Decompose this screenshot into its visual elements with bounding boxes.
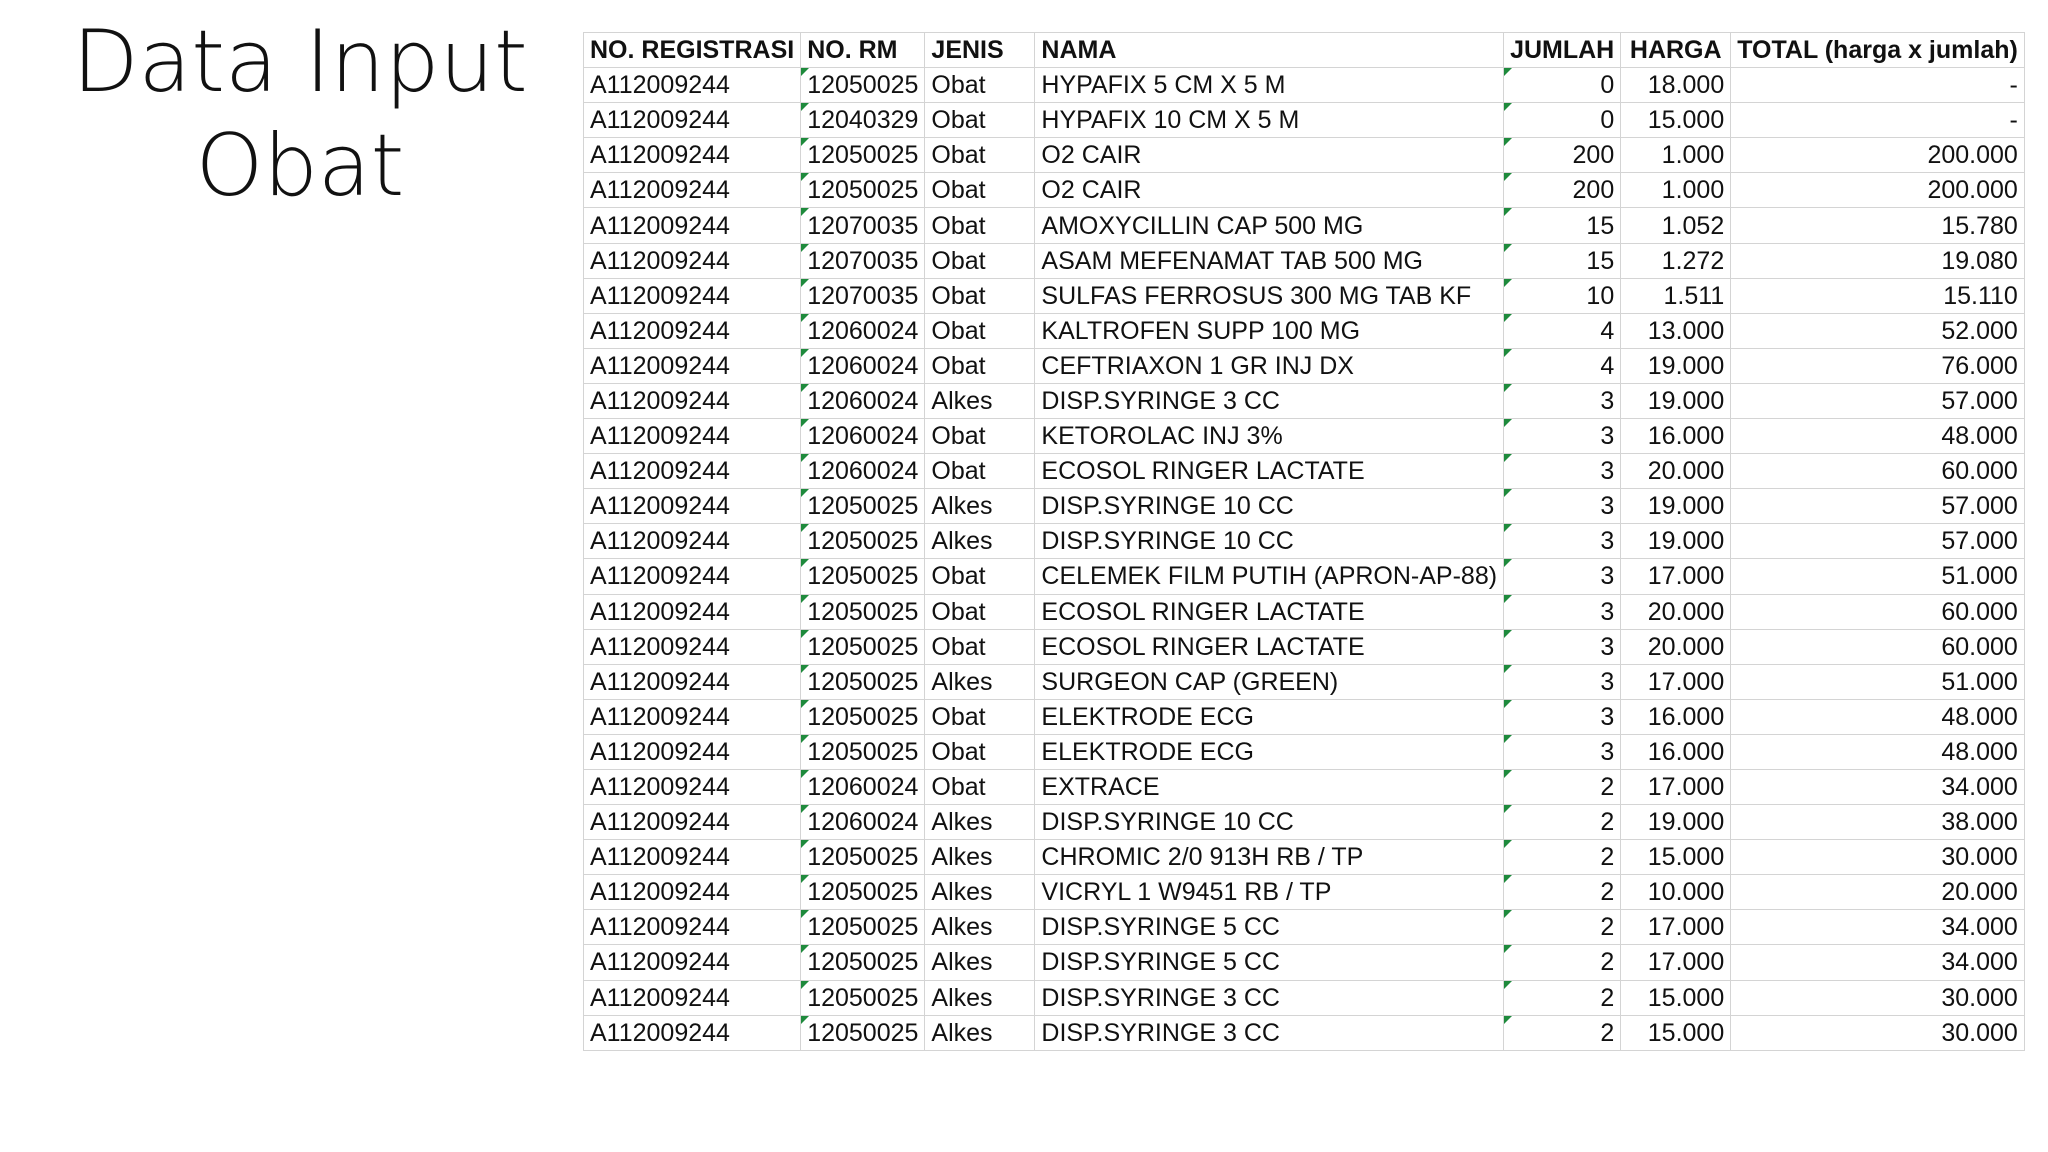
cell-harga[interactable]: 1.272 <box>1621 243 1731 278</box>
cell-no-rm[interactable]: 12050025 <box>801 699 925 734</box>
cell-no-rm[interactable]: 12060024 <box>801 313 925 348</box>
cell-no-rm[interactable]: 12050025 <box>801 68 925 103</box>
cell-nama[interactable]: SURGEON CAP (GREEN) <box>1035 664 1504 699</box>
cell-total[interactable]: 34.000 <box>1731 769 2025 804</box>
cell-no-rm[interactable]: 12060024 <box>801 419 925 454</box>
cell-total[interactable]: 60.000 <box>1731 594 2025 629</box>
cell-no-rm[interactable]: 12070035 <box>801 278 925 313</box>
cell-jenis[interactable]: Alkes <box>925 875 1035 910</box>
cell-nama[interactable]: DISP.SYRINGE 5 CC <box>1035 945 1504 980</box>
cell-nama[interactable]: EXTRACE <box>1035 769 1504 804</box>
cell-total[interactable]: 15.780 <box>1731 208 2025 243</box>
cell-jenis[interactable]: Obat <box>925 454 1035 489</box>
cell-nama[interactable]: ELEKTRODE ECG <box>1035 699 1504 734</box>
cell-jumlah[interactable]: 3 <box>1504 524 1621 559</box>
cell-jumlah[interactable]: 3 <box>1504 734 1621 769</box>
cell-harga[interactable]: 19.000 <box>1621 383 1731 418</box>
cell-total[interactable]: 30.000 <box>1731 1015 2025 1050</box>
table-row <box>584 875 2025 910</box>
cell-harga[interactable]: 18.000 <box>1621 68 1731 103</box>
cell-no-rm[interactable]: 12050025 <box>801 489 925 524</box>
cell-total[interactable]: 19.080 <box>1731 243 2025 278</box>
cell-no-registrasi[interactable]: A112009244 <box>584 945 801 980</box>
cell-jenis[interactable]: Obat <box>925 594 1035 629</box>
cell-no-registrasi[interactable]: A112009244 <box>584 278 801 313</box>
cell-jumlah[interactable]: 2 <box>1504 1015 1621 1050</box>
cell-jumlah[interactable]: 0 <box>1504 103 1621 138</box>
cell-no-rm[interactable]: 12050025 <box>801 138 925 173</box>
cell-total[interactable]: 51.000 <box>1731 664 2025 699</box>
cell-nama[interactable]: DISP.SYRINGE 10 CC <box>1035 805 1504 840</box>
cell-jenis[interactable]: Alkes <box>925 524 1035 559</box>
cell-no-registrasi[interactable]: A112009244 <box>584 454 801 489</box>
cell-nama[interactable]: ECOSOL RINGER LACTATE <box>1035 594 1504 629</box>
cell-nama[interactable]: DISP.SYRINGE 5 CC <box>1035 910 1504 945</box>
table-row <box>584 208 2025 243</box>
cell-no-rm[interactable]: 12050025 <box>801 664 925 699</box>
cell-jumlah[interactable]: 3 <box>1504 454 1621 489</box>
cell-jumlah[interactable]: 3 <box>1504 559 1621 594</box>
cell-jenis[interactable]: Alkes <box>925 805 1035 840</box>
cell-nama[interactable]: DISP.SYRINGE 3 CC <box>1035 980 1504 1015</box>
cell-nama[interactable]: ECOSOL RINGER LACTATE <box>1035 454 1504 489</box>
cell-nama[interactable]: HYPAFIX 10 CM X 5 M <box>1035 103 1504 138</box>
table-row <box>584 594 2025 629</box>
header-row <box>584 33 2025 68</box>
cell-nama[interactable]: HYPAFIX 5 CM X 5 M <box>1035 68 1504 103</box>
cell-jumlah[interactable]: 2 <box>1504 980 1621 1015</box>
cell-no-registrasi[interactable]: A112009244 <box>584 138 801 173</box>
cell-harga[interactable]: 13.000 <box>1621 313 1731 348</box>
cell-total[interactable]: 52.000 <box>1731 313 2025 348</box>
data-table <box>583 32 2025 1051</box>
cell-harga[interactable]: 17.000 <box>1621 910 1731 945</box>
cell-jumlah[interactable]: 4 <box>1504 313 1621 348</box>
cell-no-rm[interactable]: 12070035 <box>801 243 925 278</box>
cell-no-rm[interactable]: 12050025 <box>801 980 925 1015</box>
cell-jenis[interactable]: Obat <box>925 348 1035 383</box>
cell-total[interactable]: 48.000 <box>1731 734 2025 769</box>
cell-harga[interactable]: 1.000 <box>1621 138 1731 173</box>
cell-jumlah[interactable]: 3 <box>1504 699 1621 734</box>
cell-no-rm[interactable]: 12060024 <box>801 348 925 383</box>
cell-harga[interactable]: 19.000 <box>1621 489 1731 524</box>
table-body <box>584 68 2025 1051</box>
cell-no-registrasi[interactable]: A112009244 <box>584 664 801 699</box>
cell-nama[interactable]: ECOSOL RINGER LACTATE <box>1035 629 1504 664</box>
cell-total[interactable]: 20.000 <box>1731 875 2025 910</box>
cell-jumlah[interactable]: 2 <box>1504 945 1621 980</box>
cell-total[interactable]: 48.000 <box>1731 699 2025 734</box>
cell-total[interactable]: 57.000 <box>1731 524 2025 559</box>
cell-jenis[interactable]: Alkes <box>925 840 1035 875</box>
cell-jumlah[interactable]: 15 <box>1504 208 1621 243</box>
cell-no-registrasi[interactable]: A112009244 <box>584 559 801 594</box>
table-row <box>584 68 2025 103</box>
cell-harga[interactable]: 15.000 <box>1621 103 1731 138</box>
cell-harga[interactable]: 20.000 <box>1621 454 1731 489</box>
cell-jenis[interactable]: Obat <box>925 103 1035 138</box>
cell-harga[interactable]: 15.000 <box>1621 840 1731 875</box>
table-row <box>584 489 2025 524</box>
cell-nama[interactable]: O2 CAIR <box>1035 138 1504 173</box>
cell-jenis[interactable]: Alkes <box>925 910 1035 945</box>
cell-jenis[interactable]: Obat <box>925 559 1035 594</box>
table-row <box>584 103 2025 138</box>
cell-no-rm[interactable]: 12040329 <box>801 103 925 138</box>
cell-harga[interactable]: 19.000 <box>1621 805 1731 840</box>
cell-no-rm[interactable]: 12060024 <box>801 805 925 840</box>
cell-no-rm[interactable]: 12070035 <box>801 208 925 243</box>
cell-total[interactable]: 30.000 <box>1731 840 2025 875</box>
cell-jenis[interactable]: Alkes <box>925 489 1035 524</box>
cell-no-registrasi[interactable]: A112009244 <box>584 313 801 348</box>
header-total[interactable]: TOTAL (harga x jumlah) <box>1731 33 2025 68</box>
cell-jenis[interactable]: Obat <box>925 173 1035 208</box>
cell-no-registrasi[interactable]: A112009244 <box>584 734 801 769</box>
cell-jumlah[interactable]: 2 <box>1504 769 1621 804</box>
table-row <box>584 313 2025 348</box>
cell-total[interactable]: 60.000 <box>1731 629 2025 664</box>
cell-total[interactable]: 57.000 <box>1731 383 2025 418</box>
cell-total[interactable]: 200.000 <box>1731 138 2025 173</box>
cell-no-rm[interactable]: 12050025 <box>801 1015 925 1050</box>
cell-no-rm[interactable]: 12050025 <box>801 173 925 208</box>
cell-total[interactable]: 34.000 <box>1731 910 2025 945</box>
cell-jenis[interactable]: Alkes <box>925 664 1035 699</box>
cell-no-rm[interactable]: 12060024 <box>801 383 925 418</box>
cell-harga[interactable]: 17.000 <box>1621 945 1731 980</box>
cell-jenis[interactable]: Obat <box>925 243 1035 278</box>
table-row <box>584 173 2025 208</box>
table-row <box>584 559 2025 594</box>
cell-nama[interactable]: CEFTRIAXON 1 GR INJ DX <box>1035 348 1504 383</box>
cell-no-registrasi[interactable]: A112009244 <box>584 769 801 804</box>
table-row <box>584 664 2025 699</box>
cell-no-registrasi[interactable]: A112009244 <box>584 524 801 559</box>
cell-jenis[interactable]: Obat <box>925 734 1035 769</box>
cell-nama[interactable]: CELEMEK FILM PUTIH (APRON-AP-88) <box>1035 559 1504 594</box>
cell-nama[interactable]: DISP.SYRINGE 3 CC <box>1035 1015 1504 1050</box>
header-jumlah[interactable]: JUMLAH <box>1504 33 1621 68</box>
table-row <box>584 734 2025 769</box>
table-row <box>584 629 2025 664</box>
cell-jenis[interactable]: Obat <box>925 278 1035 313</box>
cell-total[interactable]: 30.000 <box>1731 980 2025 1015</box>
cell-harga[interactable]: 19.000 <box>1621 524 1731 559</box>
cell-total[interactable]: 48.000 <box>1731 419 2025 454</box>
table-row <box>584 138 2025 173</box>
cell-no-rm[interactable]: 12050025 <box>801 524 925 559</box>
cell-no-registrasi[interactable]: A112009244 <box>584 103 801 138</box>
cell-no-registrasi[interactable]: A112009244 <box>584 243 801 278</box>
cell-total[interactable]: 200.000 <box>1731 173 2025 208</box>
cell-nama[interactable]: KETOROLAC INJ 3% <box>1035 419 1504 454</box>
cell-no-registrasi[interactable]: A112009244 <box>584 489 801 524</box>
table-row <box>584 1015 2025 1050</box>
table-row <box>584 383 2025 418</box>
cell-nama[interactable]: O2 CAIR <box>1035 173 1504 208</box>
cell-total[interactable]: 34.000 <box>1731 945 2025 980</box>
cell-jenis[interactable]: Obat <box>925 769 1035 804</box>
cell-total[interactable]: 76.000 <box>1731 348 2025 383</box>
cell-no-registrasi[interactable]: A112009244 <box>584 419 801 454</box>
cell-no-registrasi[interactable]: A112009244 <box>584 594 801 629</box>
cell-nama[interactable]: DISP.SYRINGE 3 CC <box>1035 383 1504 418</box>
cell-total[interactable]: 57.000 <box>1731 489 2025 524</box>
cell-jumlah[interactable]: 15 <box>1504 243 1621 278</box>
cell-no-registrasi[interactable]: A112009244 <box>584 699 801 734</box>
cell-no-registrasi[interactable]: A112009244 <box>584 980 801 1015</box>
cell-jenis[interactable]: Obat <box>925 629 1035 664</box>
header-jenis[interactable]: JENIS <box>925 33 1035 68</box>
table-row <box>584 524 2025 559</box>
cell-no-rm[interactable]: 12050025 <box>801 840 925 875</box>
cell-harga[interactable]: 1.000 <box>1621 173 1731 208</box>
cell-harga[interactable]: 16.000 <box>1621 419 1731 454</box>
cell-jenis[interactable]: Obat <box>925 419 1035 454</box>
cell-no-registrasi[interactable]: A112009244 <box>584 208 801 243</box>
cell-total[interactable]: - <box>1731 103 2025 138</box>
slide-title-line-1: Data Input <box>72 12 528 112</box>
cell-nama[interactable]: ASAM MEFENAMAT TAB 500 MG <box>1035 243 1504 278</box>
cell-no-rm[interactable]: 12050025 <box>801 594 925 629</box>
cell-harga[interactable]: 17.000 <box>1621 769 1731 804</box>
cell-no-registrasi[interactable]: A112009244 <box>584 875 801 910</box>
cell-jenis[interactable]: Obat <box>925 138 1035 173</box>
cell-jumlah[interactable]: 0 <box>1504 68 1621 103</box>
table-row <box>584 769 2025 804</box>
cell-no-rm[interactable]: 12050025 <box>801 629 925 664</box>
cell-total[interactable]: 60.000 <box>1731 454 2025 489</box>
cell-nama[interactable]: SULFAS FERROSUS 300 MG TAB KF <box>1035 278 1504 313</box>
cell-harga[interactable]: 20.000 <box>1621 629 1731 664</box>
cell-harga[interactable]: 16.000 <box>1621 734 1731 769</box>
cell-no-registrasi[interactable]: A112009244 <box>584 840 801 875</box>
cell-no-rm[interactable]: 12050025 <box>801 875 925 910</box>
cell-no-registrasi[interactable]: A112009244 <box>584 68 801 103</box>
table-row <box>584 278 2025 313</box>
cell-jenis[interactable]: Obat <box>925 699 1035 734</box>
table-row <box>584 699 2025 734</box>
cell-jumlah[interactable]: 3 <box>1504 489 1621 524</box>
cell-no-rm[interactable]: 12050025 <box>801 734 925 769</box>
table-row <box>584 840 2025 875</box>
table-row <box>584 243 2025 278</box>
cell-harga[interactable]: 17.000 <box>1621 559 1731 594</box>
table-row <box>584 945 2025 980</box>
cell-nama[interactable]: DISP.SYRINGE 10 CC <box>1035 524 1504 559</box>
header-harga[interactable]: HARGA <box>1621 33 1731 68</box>
header-nama[interactable]: NAMA <box>1035 33 1504 68</box>
cell-no-registrasi[interactable]: A112009244 <box>584 1015 801 1050</box>
table-row <box>584 419 2025 454</box>
cell-jumlah[interactable]: 10 <box>1504 278 1621 313</box>
cell-jumlah[interactable]: 200 <box>1504 173 1621 208</box>
table-row <box>584 454 2025 489</box>
cell-total[interactable]: 51.000 <box>1731 559 2025 594</box>
cell-jumlah[interactable]: 3 <box>1504 383 1621 418</box>
cell-no-registrasi[interactable]: A112009244 <box>584 383 801 418</box>
cell-no-rm[interactable]: 12060024 <box>801 454 925 489</box>
cell-no-registrasi[interactable]: A112009244 <box>584 348 801 383</box>
cell-jumlah[interactable]: 4 <box>1504 348 1621 383</box>
cell-jenis[interactable]: Obat <box>925 208 1035 243</box>
cell-jumlah[interactable]: 3 <box>1504 629 1621 664</box>
table-row <box>584 805 2025 840</box>
cell-jenis[interactable]: Alkes <box>925 1015 1035 1050</box>
cell-total[interactable]: - <box>1731 68 2025 103</box>
cell-jenis[interactable]: Obat <box>925 68 1035 103</box>
cell-nama[interactable]: ELEKTRODE ECG <box>1035 734 1504 769</box>
cell-total[interactable]: 38.000 <box>1731 805 2025 840</box>
cell-nama[interactable]: VICRYL 1 W9451 RB / TP <box>1035 875 1504 910</box>
cell-harga[interactable]: 15.000 <box>1621 980 1731 1015</box>
slide-title-line-2: Obat <box>195 116 405 216</box>
cell-harga[interactable]: 16.000 <box>1621 699 1731 734</box>
cell-jenis[interactable]: Obat <box>925 313 1035 348</box>
cell-harga[interactable]: 17.000 <box>1621 664 1731 699</box>
cell-harga[interactable]: 10.000 <box>1621 875 1731 910</box>
table-row <box>584 910 2025 945</box>
cell-no-registrasi[interactable]: A112009244 <box>584 805 801 840</box>
cell-nama[interactable]: KALTROFEN SUPP 100 MG <box>1035 313 1504 348</box>
cell-jumlah[interactable]: 200 <box>1504 138 1621 173</box>
cell-no-rm[interactable]: 12050025 <box>801 910 925 945</box>
slide-title <box>60 10 540 218</box>
cell-no-registrasi[interactable]: A112009244 <box>584 910 801 945</box>
cell-nama[interactable]: DISP.SYRINGE 10 CC <box>1035 489 1504 524</box>
header-no-registrasi[interactable]: NO. REGISTRASI <box>584 33 801 68</box>
table-row <box>584 348 2025 383</box>
header-no-rm[interactable]: NO. RM <box>801 33 925 68</box>
cell-jumlah[interactable]: 2 <box>1504 875 1621 910</box>
cell-jumlah[interactable]: 2 <box>1504 910 1621 945</box>
cell-no-registrasi[interactable]: A112009244 <box>584 173 801 208</box>
cell-nama[interactable]: CHROMIC 2/0 913H RB / TP <box>1035 840 1504 875</box>
cell-no-registrasi[interactable]: A112009244 <box>584 629 801 664</box>
cell-total[interactable]: 15.110 <box>1731 278 2025 313</box>
table-row <box>584 980 2025 1015</box>
cell-nama[interactable]: AMOXYCILLIN CAP 500 MG <box>1035 208 1504 243</box>
cell-no-rm[interactable]: 12060024 <box>801 769 925 804</box>
cell-harga[interactable]: 20.000 <box>1621 594 1731 629</box>
cell-jumlah[interactable]: 2 <box>1504 840 1621 875</box>
cell-harga[interactable]: 1.511 <box>1621 278 1731 313</box>
cell-jumlah[interactable]: 3 <box>1504 664 1621 699</box>
cell-jumlah[interactable]: 3 <box>1504 419 1621 454</box>
cell-no-rm[interactable]: 12050025 <box>801 559 925 594</box>
cell-jenis[interactable]: Alkes <box>925 383 1035 418</box>
cell-jenis[interactable]: Alkes <box>925 980 1035 1015</box>
cell-jumlah[interactable]: 3 <box>1504 594 1621 629</box>
cell-harga[interactable]: 1.052 <box>1621 208 1731 243</box>
cell-jenis[interactable]: Alkes <box>925 945 1035 980</box>
cell-no-rm[interactable]: 12050025 <box>801 945 925 980</box>
cell-harga[interactable]: 19.000 <box>1621 348 1731 383</box>
cell-harga[interactable]: 15.000 <box>1621 1015 1731 1050</box>
cell-jumlah[interactable]: 2 <box>1504 805 1621 840</box>
